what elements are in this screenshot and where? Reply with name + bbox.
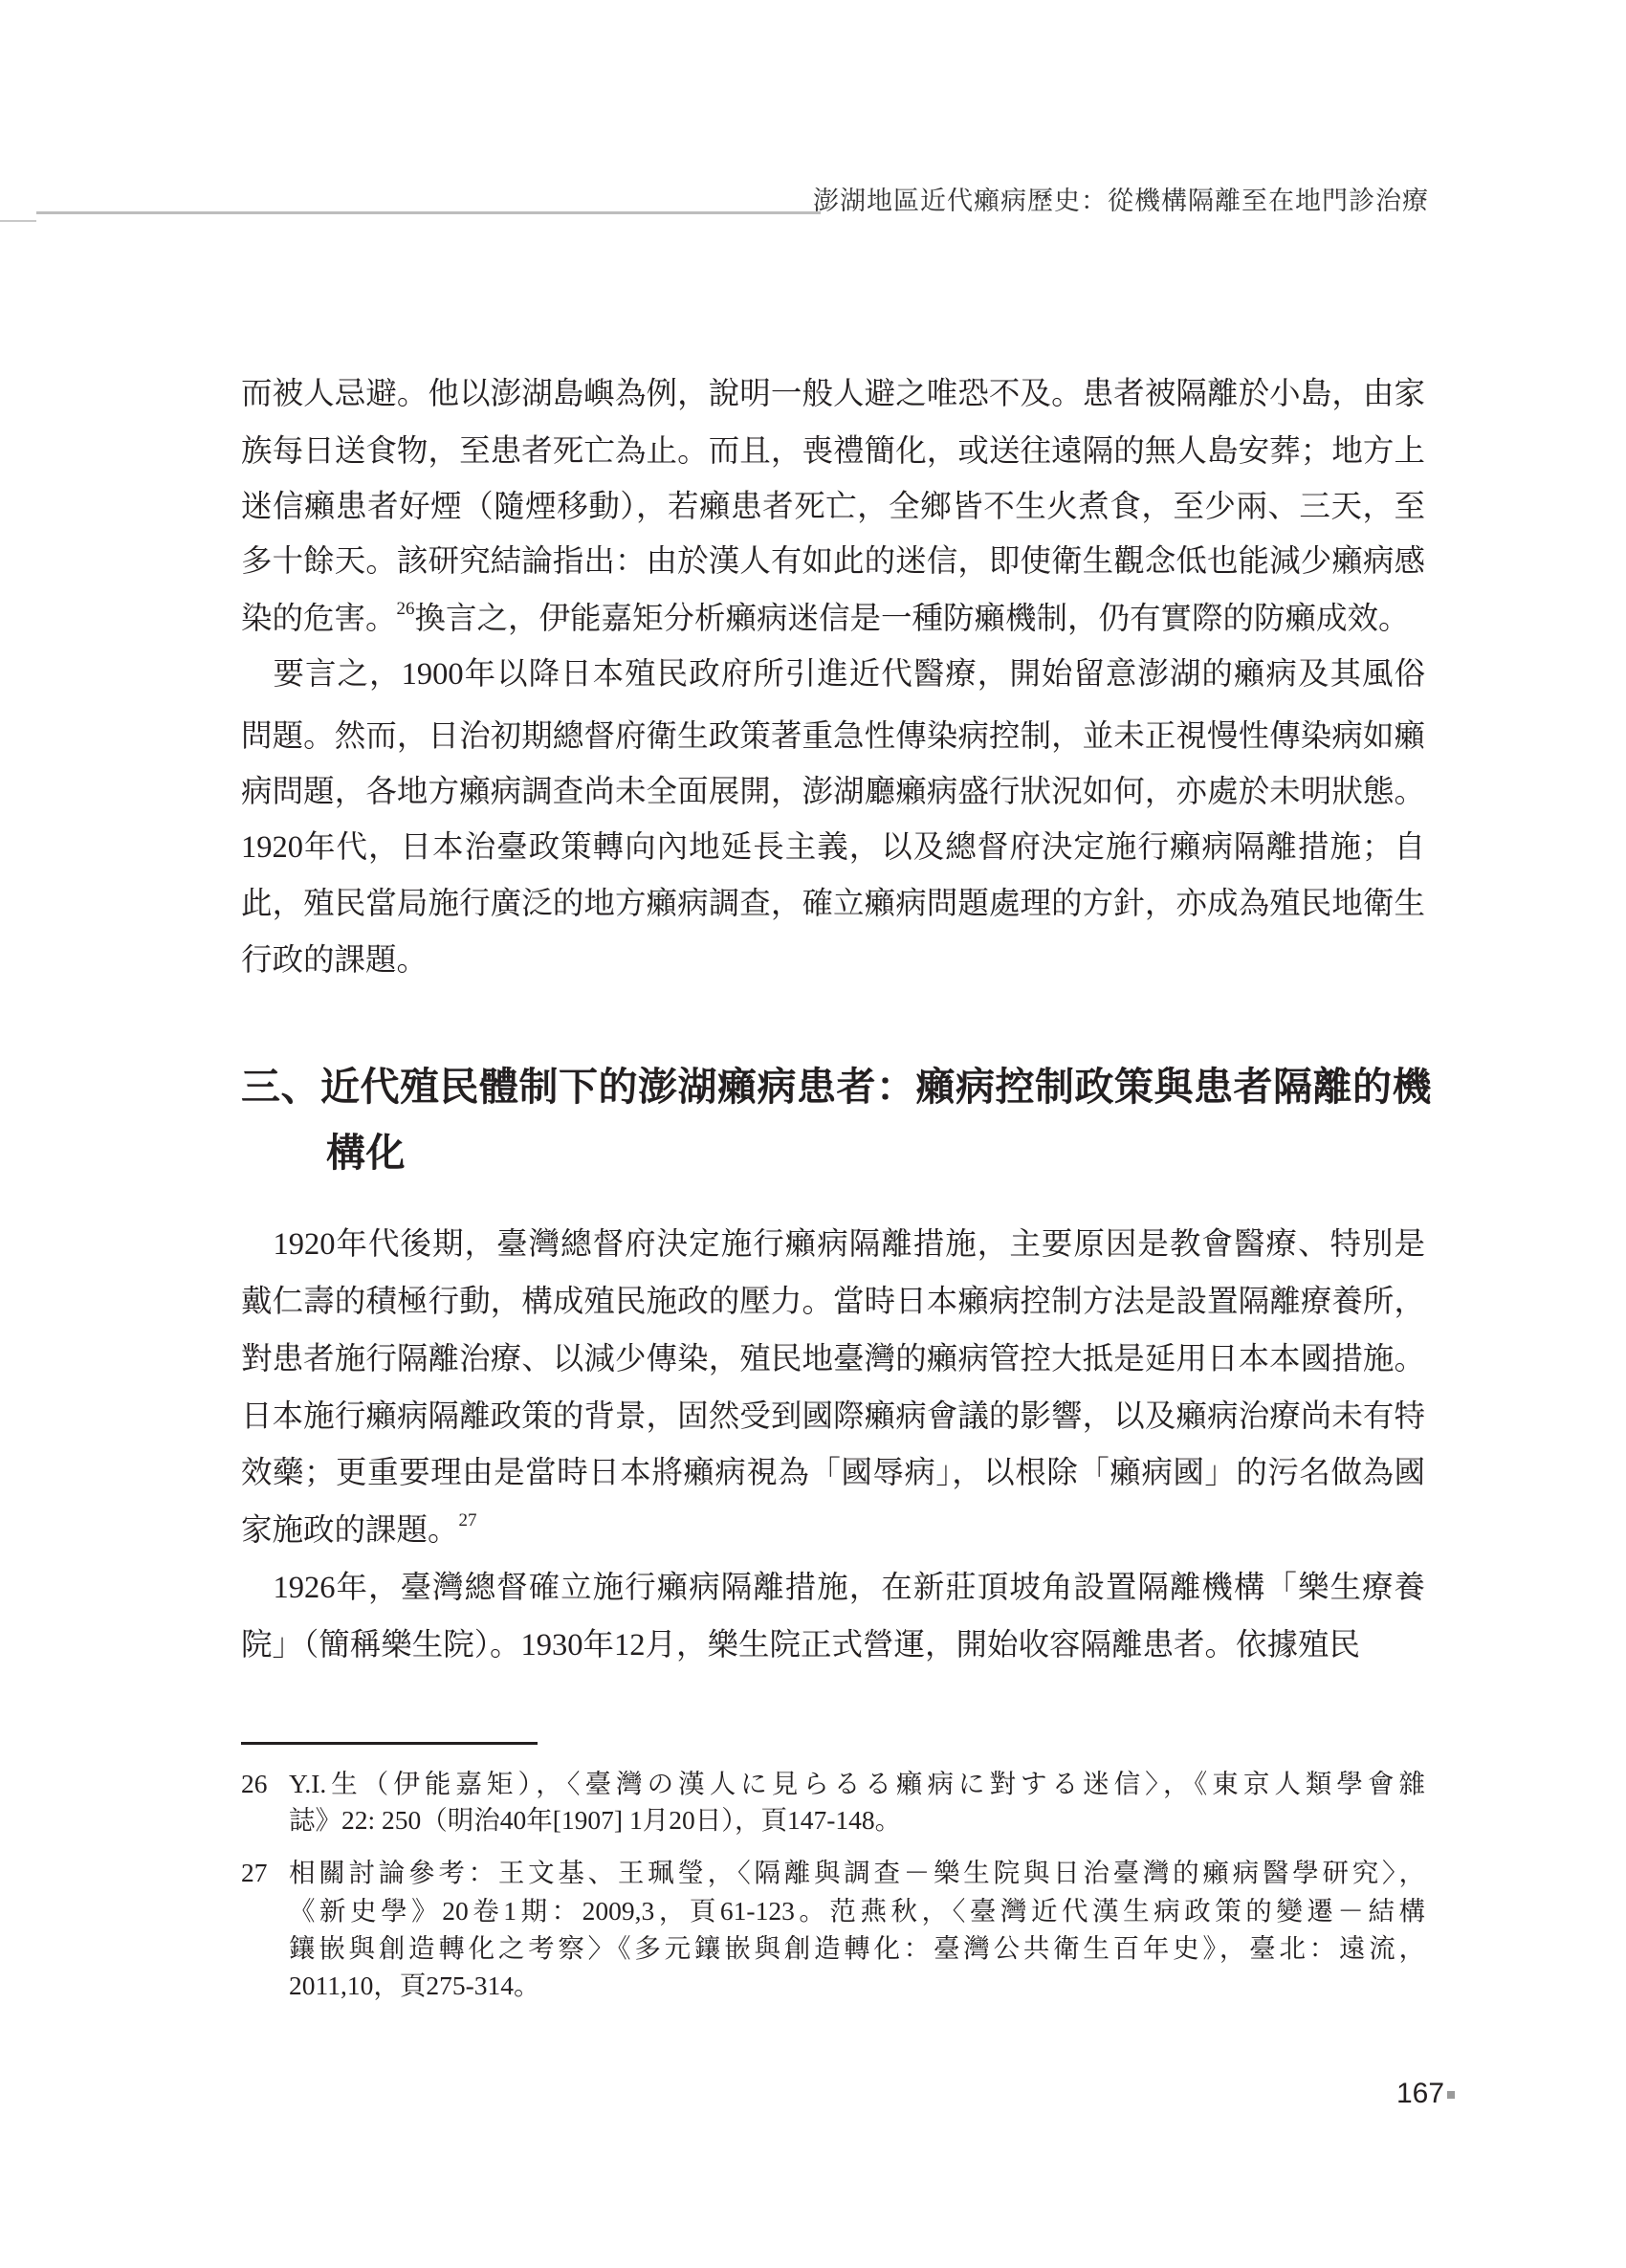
paragraph-line [241,717,1425,756]
header-tick [0,220,36,222]
line-text: 換言之，伊能嘉矩分析癩病迷信是一種防癩機制，仍有實際的防癩成效。 [414,602,1410,636]
paragraph-line [241,828,1425,867]
line-text: 多十餘天。該研究結論指出：由於漢人有如此的迷信，即使衛生觀念低也能減少癩病感 [241,544,1425,579]
line-text: 族每日送食物，至患者死亡為止。而且，喪禮簡化，或送往遠隔的無人島安葬；地方上 [241,434,1425,469]
paragraph-line [241,1398,1425,1436]
header-rule [36,211,821,214]
line-text: 效藥；更重要理由是當時日本將癩病視為「國辱病」，以根除「癩病國」的污名做為國 [241,1456,1425,1490]
paragraph-line [241,941,1425,980]
paragraph-line [241,432,1425,471]
paragraph-line [241,885,1425,923]
line-text: 病問題，各地方癩病調查尚未全面展開，澎湖廳癩病盛行狀況如何，亦處於未明狀態。 [241,775,1425,809]
footnote-ref[interactable]: 27 [458,1510,477,1530]
paragraph-line [241,1626,1425,1664]
line-text: 日本施行癩病隔離政策的背景，固然受到國際癩病會議的影響，以及癩病治療尚未有特 [241,1399,1425,1434]
line-text: 家施政的課題。 [241,1513,459,1548]
paragraph-line [241,375,1425,413]
line-text: 染的危害。 [241,602,397,636]
line-text: 而被人忌避。他以澎湖島嶼為例，說明一般人避之唯恐不及。患者被隔離於小島，由家 [241,377,1425,411]
paragraph-line [241,542,1425,581]
line-text: 問題。然而，日治初期總督府衛生政策著重急性傳染病控制，並未正視慢性傳染病如癩 [241,719,1425,754]
section-heading-line1: 三、近代殖民體制下的澎湖癩病患者：癩病控制政策與患者隔離的機 [241,1065,1432,1109]
footnote-rule [241,1742,538,1745]
line-text: 迷信癩患者好煙（隨煙移動），若癩患者死亡，全鄉皆不生火煮食，至少兩、三天，至 [241,490,1425,524]
line-text: 院」（簡稱樂生院）。1930年12月，樂生院正式營運，開始收容隔離患者。依據殖民 [241,1628,1361,1662]
paragraph-line [241,1225,1425,1264]
paragraph-line [241,1340,1425,1378]
line-text: 行政的課題。 [241,943,428,978]
line-text: 要言之，1900年以降日本殖民政府所引進近代醫療，開始留意澎湖的癩病及其風俗 [241,657,1425,692]
footnote-text: 鑲嵌與創造轉化之考察〉《多元鑲嵌與創造轉化：臺灣公共衛生百年史》，臺北：遠流， [289,1933,1425,1963]
footnote-text: Y.I.生（伊能嘉矩），〈臺灣の漢人に見らるる癩病に對する迷信〉，《東京人類學會雜 [289,1769,1425,1798]
page-number: 167 [1396,2078,1445,2109]
paragraph-line [241,600,1425,638]
paragraph-line [241,655,1425,694]
line-text: 1920年代後期，臺灣總督府決定施行癩病隔離措施，主要原因是教會醫療、特別是 [241,1227,1425,1262]
footnote-number: 26 [241,1769,268,1798]
line-text: 對患者施行隔離治療、以減少傳染，殖民地臺灣的癩病管控大抵是延用日本本國措施。 [241,1342,1425,1376]
paragraph-line [241,488,1425,526]
footnote-text: 相關討論參考：王文基、王珮瑩，〈隔離與調查－樂生院與日治臺灣的癩病醫學研究〉， [289,1858,1425,1887]
line-text: 此，殖民當局施行廣泛的地方癩病調查，確立癩病問題處理的方針，亦成為殖民地衛生 [241,887,1425,921]
paragraph-line [241,1569,1425,1607]
section-heading-line2: 構化 [326,1131,406,1175]
page-marker [1447,2091,1455,2099]
footnote-text: 《新史學》20卷1期：2009,3，頁61-123。范燕秋，〈臺灣近代漢生病政策的變遷－結構 [289,1896,1425,1926]
running-title: 澎湖地區近代癩病歷史：從機構隔離至在地門診治療 [813,187,1429,216]
line-text: 1926年，臺灣總督確立施行癩病隔離措施，在新莊頂坡角設置隔離機構「樂生療養 [241,1571,1425,1605]
footnote-text: 2011,10，頁275-314。 [289,1971,540,2000]
paragraph-line [241,1511,1425,1550]
paragraph-line [241,1454,1425,1492]
footnote-number: 27 [241,1858,268,1887]
footnote-ref[interactable]: 26 [396,599,415,619]
paragraph-line [241,1283,1425,1321]
line-text: 1920年代，日本治臺政策轉向內地延長主義，以及總督府決定施行癩病隔離措施；自 [241,830,1425,865]
paragraph-line [241,773,1425,811]
footnote-text: 誌》22: 250（明治40年[1907] 1月20日），頁147-148。 [289,1805,902,1835]
line-text: 戴仁壽的積極行動，構成殖民施政的壓力。當時日本癩病控制方法是設置隔離療養所， [241,1285,1425,1319]
